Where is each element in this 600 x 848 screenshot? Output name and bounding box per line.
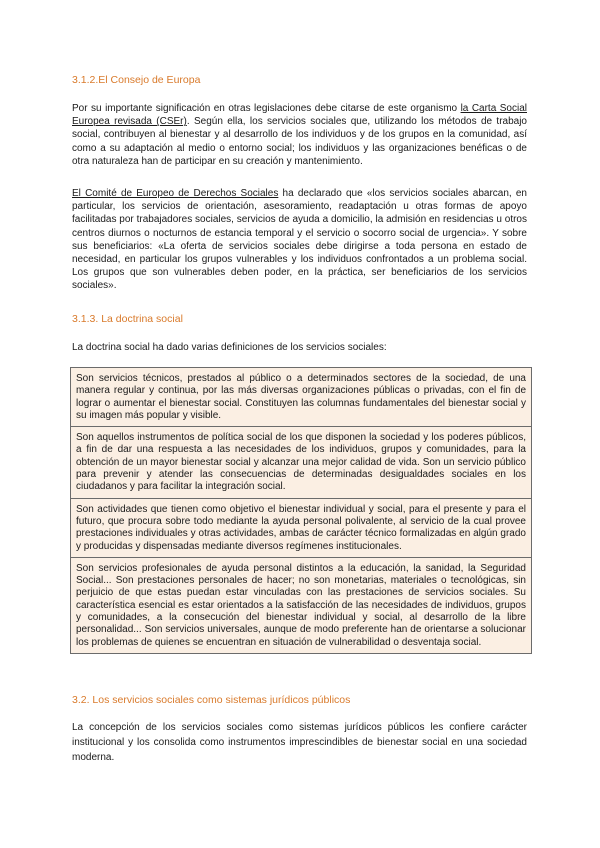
- definitions-table: [70, 367, 532, 654]
- definition-box: Son aquellos instrumentos de política social de los que disponen la sociedad y los poderes públicos, a fin de dar una respuesta a las necesidades de los individuos, grupos y comunidades, para la obtención de un mayor bienestar social y alcanzar una mejor calidad de vida. Son un servicio público para prevenir y atender las consecuencias de determinadas desigualdades sociales en los ciudadanos y para facilitar la integración social.: [71, 427, 531, 498]
- section-heading-consejo-europa: 3.1.2.El Consejo de Europa: [72, 74, 201, 86]
- link-comite-europeo[interactable]: El Comité de Europeo de Derechos Sociales: [72, 188, 279, 199]
- paragraph-carta-social: [72, 102, 527, 168]
- definition-box: Son actividades que tienen como objetivo el bienestar individual y social, para el presente y para el futuro, que procura sobre todo mediante la ayuda personal polivalente, al servicio de la cual provee prestaciones individuales y otras actividades, ambas de carácter técnico formalizadas en algún grado y producidas y dispensadas mediante diversos regímenes institucionales.: [71, 499, 531, 558]
- link-carta-social[interactable]: la Carta Social Europea revisada (CSEr): [72, 103, 527, 128]
- section-heading-doctrina-social: 3.1.3. La doctrina social: [72, 313, 183, 325]
- paragraph-comite-europeo: [72, 187, 527, 293]
- section-heading-sistemas-juridicos: 3.2. Los servicios sociales como sistemas jurídicos públicos: [72, 694, 351, 706]
- paragraph-text: . Según ella, los servicios sociales que, utilizando los métodos de trabajo social, contribuyen al bienestar y al desarrollo de los individuos y de los grupos en la comunidad, así como a su adaptación al medio o entorno social; los individuos y las organizaciones benéficas o de otra naturaleza han de participar en su creación y mantenimiento.: [72, 116, 527, 167]
- definition-box: Son servicios técnicos, prestados al público o a determinados sectores de la sociedad, de una manera regular y continua, por las más diversas organizaciones públicas o privadas, con el fin de lograr o aumentar el bienestar social. Constituyen las columnas fundamentales del bienestar social y su imagen más popular y visible.: [71, 368, 531, 427]
- paragraph-sistemas-juridicos: La concepción de los servicios sociales como sistemas jurídicos públicos les confiere carácter institucional y los consolida como instrumentos imprescindibles de bienestar social en una sociedad moderna.: [72, 722, 527, 763]
- definition-box: Son servicios profesionales de ayuda personal distintos a la educación, la sanidad, la Seguridad Social... Son prestaciones personales de hacer; no son monetarias, materiales o tecnológicas, sin perjuicio de que estas puedan estar vinculadas con las prestaciones de servicios sociales. Su característica esencial es estar orientados a la satisfacción de las necesidades de individuos, grupos y comunidades, a la consecución del bienestar individual y social, al desarrollo de la libre personalidad... Son servicios universales, aunque de modo preferente han de orientarse a solucionar los problemas de quienes se encuentran en situación de vulnerabilidad o desventaja social.: [71, 558, 531, 653]
- paragraph-text: Por su importante significación en otras legislaciones debe citarse de este organismo: [72, 103, 461, 114]
- paragraph-text: ha declarado que «los servicios sociales abarcan, en particular, los servicios de orientación, asesoramiento, readaptación u otras formas de apoyo facilitadas por trabajadores sociales, servicios de ayuda a domicilio, la admisión en residencias u otros centros diurnos o nocturnos de estancia temporal y el servicio o socorro social de urgencia». Y sobre sus beneficiarios: «La oferta de servicios sociales debe dirigirse a toda persona en estado de necesidad, en particular los grupos vulnerables y los individuos confrontados a un problema social. Los grupos que son vulnerables deben poder, en la práctica, ser beneficiarios de los servicios sociales».: [72, 188, 527, 292]
- paragraph-doctrina-intro: La doctrina social ha dado varias definiciones de los servicios sociales:: [72, 342, 387, 353]
